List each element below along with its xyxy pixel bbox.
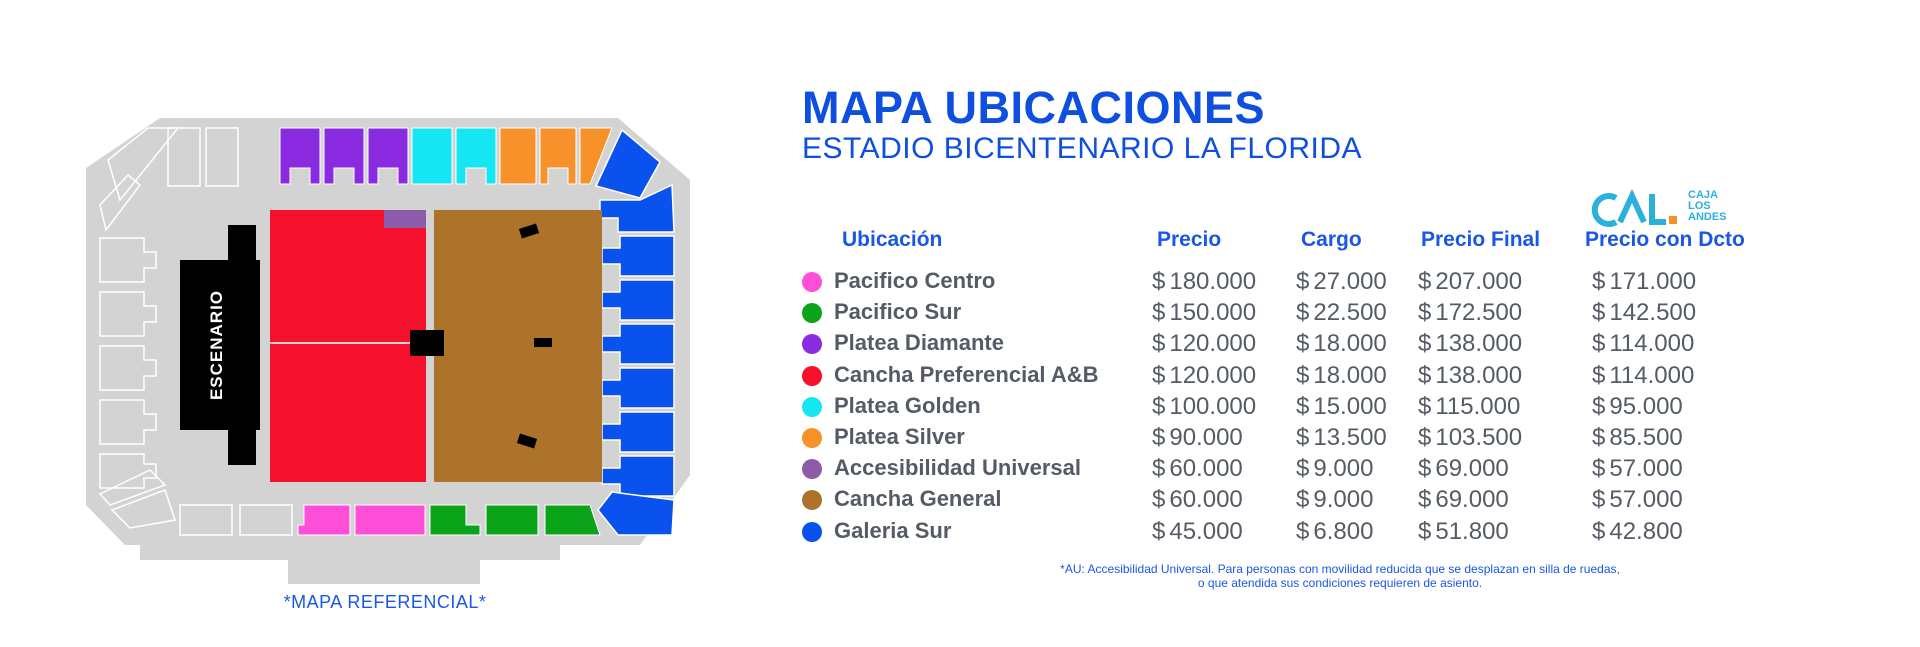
table-row bbox=[800, 453, 1780, 484]
color-dot bbox=[802, 366, 822, 386]
location-name: Pacifico Centro bbox=[834, 268, 996, 293]
price-table bbox=[800, 266, 1780, 547]
currency-symbol: $ bbox=[1152, 517, 1166, 545]
final-value: 103.500 bbox=[1435, 423, 1523, 451]
footnote bbox=[940, 562, 1740, 590]
color-dot bbox=[802, 428, 822, 448]
final-cell bbox=[1418, 486, 1509, 514]
location-name: Platea Diamante bbox=[834, 330, 1004, 356]
price-value: 60.000 bbox=[1169, 486, 1243, 514]
currency-symbol: $ bbox=[1296, 299, 1310, 327]
price-cell bbox=[1152, 518, 1243, 546]
final-value: 51.800 bbox=[1435, 517, 1509, 545]
fee-value: 15.000 bbox=[1313, 392, 1387, 420]
location-name: Galeria Sur bbox=[834, 517, 952, 543]
map-bottom-tab bbox=[288, 560, 480, 584]
price-cell bbox=[1152, 268, 1256, 296]
price-cell bbox=[1152, 299, 1256, 327]
final-cell bbox=[1418, 299, 1522, 327]
currency-symbol: $ bbox=[1296, 423, 1310, 451]
logo-text-line: CAJA bbox=[1688, 189, 1718, 201]
discount-value: 114.000 bbox=[1609, 330, 1695, 358]
currency-symbol: $ bbox=[1152, 299, 1166, 327]
header-discount-price: Precio con Dcto bbox=[1585, 228, 1745, 251]
price-value: 45.000 bbox=[1169, 517, 1243, 545]
fee-cell bbox=[1296, 362, 1387, 390]
table-row bbox=[800, 328, 1780, 359]
discount-cell bbox=[1592, 330, 1694, 358]
currency-symbol: $ bbox=[1418, 517, 1432, 545]
currency-symbol: $ bbox=[1592, 330, 1606, 358]
final-value: 138.000 bbox=[1435, 330, 1523, 358]
discount-value: 114.000 bbox=[1609, 361, 1695, 389]
discount-cell bbox=[1592, 362, 1694, 390]
currency-symbol: $ bbox=[1592, 268, 1606, 295]
location-name: Cancha General bbox=[834, 486, 1002, 512]
color-dot bbox=[802, 459, 822, 479]
price-value: 150.000 bbox=[1169, 299, 1257, 327]
price-cell bbox=[1152, 362, 1256, 390]
currency-symbol: $ bbox=[1418, 423, 1432, 451]
fee-value: 13.500 bbox=[1313, 423, 1387, 451]
currency-symbol: $ bbox=[1152, 486, 1166, 514]
fee-value: 18.000 bbox=[1313, 361, 1387, 389]
color-dot bbox=[802, 334, 822, 354]
currency-symbol: $ bbox=[1418, 455, 1432, 483]
discount-cell bbox=[1592, 518, 1683, 546]
fee-value: 22.500 bbox=[1313, 299, 1387, 327]
color-dot bbox=[802, 303, 822, 323]
currency-symbol: $ bbox=[1592, 361, 1606, 389]
mixing-booth bbox=[410, 330, 444, 356]
logo-text-line: ANDES bbox=[1688, 211, 1727, 223]
currency-symbol: $ bbox=[1296, 268, 1310, 295]
currency-symbol: $ bbox=[1592, 392, 1606, 420]
fee-value: 9.000 bbox=[1313, 486, 1374, 514]
pacifico-centro-sections bbox=[298, 505, 425, 535]
currency-symbol: $ bbox=[1418, 486, 1432, 514]
logo-text-line: LOS bbox=[1688, 200, 1711, 212]
pacifico-sur-sections bbox=[430, 505, 600, 535]
fee-value: 18.000 bbox=[1313, 330, 1387, 358]
footnote-line: *AU: Accesibilidad Universal. Para personas con movilidad reducida que se desplazan en silla de ruedas, bbox=[1060, 562, 1620, 576]
discount-value: 171.000 bbox=[1609, 268, 1697, 295]
currency-symbol: $ bbox=[1296, 486, 1310, 514]
currency-symbol: $ bbox=[1296, 517, 1310, 545]
discount-value: 57.000 bbox=[1609, 486, 1683, 514]
price-value: 180.000 bbox=[1169, 268, 1257, 295]
discount-cell bbox=[1592, 486, 1683, 514]
currency-symbol: $ bbox=[1152, 330, 1166, 358]
color-dot bbox=[802, 522, 822, 542]
currency-symbol: $ bbox=[1152, 423, 1166, 451]
cancha-preferencial-a bbox=[270, 210, 426, 342]
fee-cell bbox=[1296, 330, 1387, 358]
currency-symbol: $ bbox=[1418, 299, 1432, 327]
discount-cell bbox=[1592, 299, 1696, 327]
price-cell bbox=[1152, 393, 1256, 421]
location-name: Accesibilidad Universal bbox=[834, 455, 1081, 481]
discount-value: 85.500 bbox=[1609, 423, 1683, 451]
fee-cell bbox=[1296, 455, 1373, 483]
price-value: 60.000 bbox=[1169, 455, 1243, 483]
final-value: 69.000 bbox=[1435, 486, 1509, 514]
currency-symbol: $ bbox=[1592, 517, 1606, 545]
page-title: MAPA UBICACIONES bbox=[802, 82, 1266, 133]
header-fee: Cargo bbox=[1301, 228, 1362, 251]
color-dot bbox=[802, 397, 822, 417]
discount-value: 57.000 bbox=[1609, 455, 1683, 483]
currency-symbol: $ bbox=[1152, 268, 1166, 295]
fee-value: 27.000 bbox=[1313, 268, 1387, 295]
price-cell bbox=[1152, 486, 1243, 514]
final-value: 172.500 bbox=[1435, 299, 1523, 327]
final-value: 207.000 bbox=[1435, 268, 1523, 295]
table-row bbox=[800, 422, 1780, 453]
price-value: 100.000 bbox=[1169, 392, 1257, 420]
currency-symbol: $ bbox=[1296, 330, 1310, 358]
final-cell bbox=[1418, 362, 1522, 390]
stadium-map bbox=[0, 0, 700, 600]
fee-cell bbox=[1296, 424, 1387, 452]
final-cell bbox=[1418, 518, 1509, 546]
location-name: Cancha Preferencial A&B bbox=[834, 361, 1099, 387]
currency-symbol: $ bbox=[1152, 392, 1166, 420]
currency-symbol: $ bbox=[1418, 268, 1432, 295]
final-value: 115.000 bbox=[1435, 392, 1521, 420]
color-dot bbox=[802, 490, 822, 510]
fee-cell bbox=[1296, 518, 1373, 546]
currency-symbol: $ bbox=[1592, 299, 1606, 327]
page-subtitle: ESTADIO BICENTENARIO LA FLORIDA bbox=[802, 132, 1363, 165]
table-row bbox=[800, 266, 1780, 297]
fee-cell bbox=[1296, 268, 1387, 296]
currency-symbol: $ bbox=[1418, 392, 1432, 420]
currency-symbol: $ bbox=[1592, 486, 1606, 514]
discount-cell bbox=[1592, 455, 1683, 483]
currency-symbol: $ bbox=[1418, 330, 1432, 358]
final-value: 138.000 bbox=[1435, 361, 1523, 389]
currency-symbol: $ bbox=[1296, 455, 1310, 483]
currency-symbol: $ bbox=[1592, 455, 1606, 483]
location-name: Platea Golden bbox=[834, 392, 981, 418]
currency-symbol: $ bbox=[1152, 455, 1166, 483]
footnote-line: o que atendida sus condiciones requieren de asiento. bbox=[1197, 576, 1483, 590]
currency-symbol: $ bbox=[1296, 392, 1310, 420]
logo-text bbox=[1688, 190, 1727, 223]
currency-symbol: $ bbox=[1592, 423, 1606, 451]
header-price: Precio bbox=[1157, 228, 1222, 251]
tower-marker bbox=[534, 338, 552, 347]
table-row bbox=[800, 516, 1780, 547]
discount-cell bbox=[1592, 268, 1696, 296]
header-final-price: Precio Final bbox=[1421, 228, 1541, 251]
table-row bbox=[800, 391, 1780, 422]
final-cell bbox=[1418, 424, 1522, 452]
price-value: 120.000 bbox=[1169, 330, 1257, 358]
price-cell bbox=[1152, 424, 1243, 452]
fee-cell bbox=[1296, 393, 1387, 421]
price-value: 90.000 bbox=[1169, 423, 1243, 451]
fee-cell bbox=[1296, 486, 1373, 514]
price-cell bbox=[1152, 455, 1243, 483]
discount-value: 142.500 bbox=[1609, 299, 1697, 327]
fee-value: 9.000 bbox=[1313, 455, 1374, 483]
currency-symbol: $ bbox=[1418, 361, 1432, 389]
currency-symbol: $ bbox=[1296, 361, 1310, 389]
stage-label: ESCENARIO bbox=[207, 289, 226, 401]
table-row bbox=[800, 484, 1780, 515]
final-cell bbox=[1418, 268, 1522, 296]
price-value: 120.000 bbox=[1169, 361, 1257, 389]
header-location: Ubicación bbox=[842, 228, 943, 251]
discount-value: 95.000 bbox=[1609, 392, 1683, 420]
final-cell bbox=[1418, 455, 1509, 483]
cancha-preferencial-b bbox=[270, 344, 426, 482]
price-cell bbox=[1152, 330, 1256, 358]
accesibilidad-universal-area bbox=[384, 210, 426, 228]
location-name: Platea Silver bbox=[834, 423, 965, 449]
final-cell bbox=[1418, 393, 1520, 421]
location-name: Pacifico Sur bbox=[834, 299, 962, 325]
currency-symbol: $ bbox=[1152, 361, 1166, 389]
discount-cell bbox=[1592, 424, 1683, 452]
fee-value: 6.800 bbox=[1313, 517, 1374, 545]
final-cell bbox=[1418, 330, 1522, 358]
final-value: 69.000 bbox=[1435, 455, 1509, 483]
color-dot bbox=[802, 272, 822, 292]
fee-cell bbox=[1296, 299, 1387, 327]
table-row bbox=[800, 360, 1780, 391]
table-row bbox=[800, 297, 1780, 328]
discount-cell bbox=[1592, 393, 1683, 421]
discount-value: 42.800 bbox=[1609, 517, 1683, 545]
map-note: *MAPA REFERENCIAL* bbox=[283, 592, 487, 612]
